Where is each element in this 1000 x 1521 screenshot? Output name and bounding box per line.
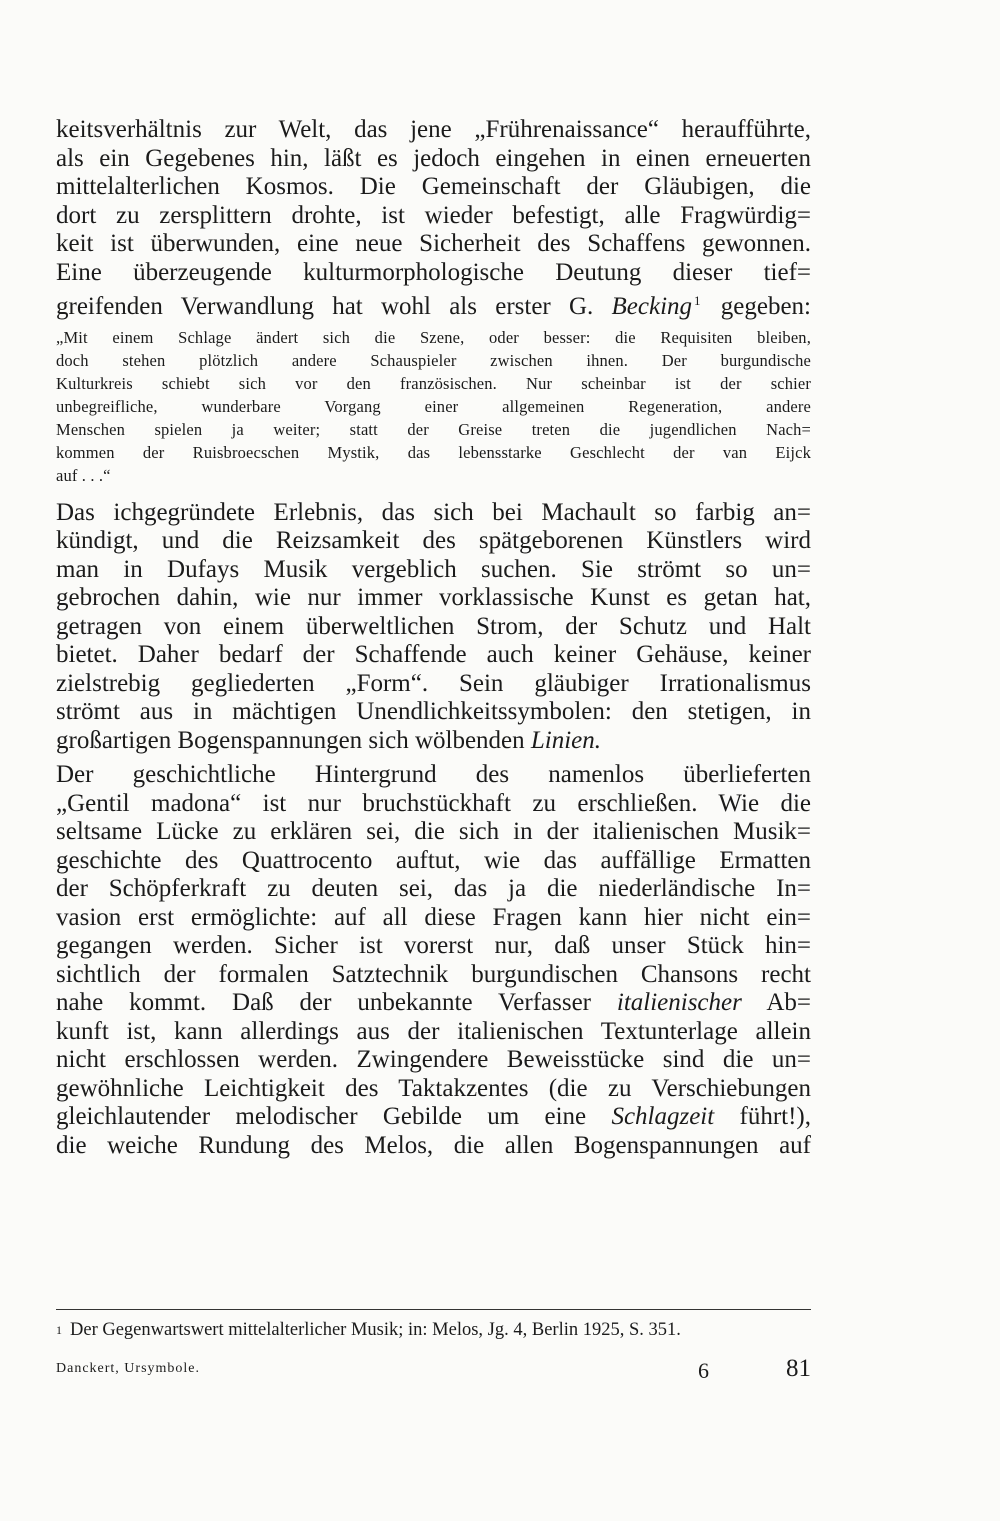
quote-line: unbegreifliche, wunderbare Vorgang einer allgemeinen Regeneration, andere: [56, 396, 811, 416]
page-number: 81: [786, 1355, 811, 1382]
text-line: Das ichgegründete Erlebnis, das sich bei Machault so farbig an=: [56, 498, 811, 526]
text-line: kunft ist, kann allerdings aus der italienischen Textunterlage allein: [56, 1017, 811, 1045]
text-line: getragen von einem überweltlichen Strom, der Schutz und Halt: [56, 612, 811, 640]
footnote-rule: [56, 1309, 811, 1310]
page-footer: [56, 1355, 811, 1383]
text-line: als ein Gegebenes hin, läßt es jedoch eingehen in einen erneuerten: [56, 144, 811, 172]
text-line-italienischer: [56, 989, 811, 1018]
text-line: kündigt, und die Reizsamkeit des spätgeborenen Künstlers wird: [56, 527, 811, 554]
quote-line: „Mit einem Schlage ändert sich die Szene, oder besser: die Requisiten bleiben,: [56, 327, 811, 347]
text-segment: Ab=: [741, 989, 812, 1016]
text-line: die weiche Rundung des Melos, die allen Bogenspannungen auf: [56, 1131, 811, 1159]
sheet-number: 6: [698, 1358, 709, 1383]
paragraph-2: [56, 499, 811, 756]
text-line: der Schöpferkraft zu deuten sei, das ja die niederländische In=: [56, 875, 811, 902]
text-line: gewöhnliche Leichtigkeit des Taktakzentes (die zu Verschiebungen: [56, 1074, 811, 1102]
text-segment: gleichlautender melodischer Gebilde um eine: [56, 1103, 612, 1130]
quote-line: Menschen spielen ja weiter; statt der Greise treten die jugendlichen Nach=: [56, 419, 811, 439]
text-segment: greifenden Verwandlung hat wohl als erster G.: [56, 293, 612, 320]
text-line: sichtlich der formalen Satztechnik burgundischen Chansons recht: [56, 960, 811, 988]
text-line: seltsame Lücke zu erklären sei, die sich in der italienischen Musik=: [56, 818, 811, 845]
text-line: man in Dufays Musik vergeblich suchen. Sie strömt so un=: [56, 555, 811, 583]
quote-line: doch stehen plötzlich andere Schauspieler zwischen ihnen. Der burgundische: [56, 350, 811, 370]
text-segment: nahe kommt. Daß der unbekannte Verfasser: [56, 989, 617, 1016]
text-line-becking: [56, 287, 811, 322]
text-segment: großartigen Bogenspannungen sich wölbenden: [56, 726, 531, 754]
text-line: Der geschichtliche Hintergrund des namenlos überlieferten: [56, 761, 811, 788]
text-line: Eine überzeugende kulturmorphologische Deutung dieser tief=: [56, 258, 811, 286]
name-becking: Becking: [611, 293, 693, 320]
paragraph-3: [56, 761, 811, 1160]
text-line: mittelalterlichen Kosmos. Die Gemeinschaft der Gläubigen, die: [56, 173, 811, 200]
text-line-linien: [56, 727, 811, 756]
emphasis-italienischer: italienischer: [616, 989, 742, 1016]
quote-line: Kulturkreis schiebt sich vor den französischen. Nur scheinbar ist der schier: [56, 373, 811, 393]
footnote-mark: 1: [56, 1323, 62, 1337]
footnote-text: Der Gegenwartswert mittelalterlicher Musik; in: Melos, Jg. 4, Berlin 1925, S. 351.: [70, 1320, 681, 1340]
quote-line: auf . . .“: [56, 465, 111, 485]
emphasis-schlagzeit: Schlagzeit: [611, 1103, 715, 1130]
paragraph-1: [56, 116, 811, 322]
text-line: dort zu zersplittern drohte, ist wieder befestigt, alle Fragwürdig=: [56, 201, 811, 229]
text-line: gegangen werden. Sicher ist vorerst nur, daß unser Stück hin=: [56, 932, 811, 959]
text-line: keitsverhältnis zur Welt, das jene „Frührenaissance“ heraufführte,: [56, 116, 811, 143]
text-line-schlagzeit: [56, 1103, 811, 1132]
footnote: [56, 1318, 811, 1342]
footnote-reference: 1: [694, 293, 701, 308]
text-line: „Gentil madona“ ist nur bruchstückhaft zu erschließen. Wie die: [56, 789, 811, 817]
text-segment: führt!),: [714, 1103, 811, 1130]
printer-signature: Danckert, Ursymbole.: [56, 1361, 201, 1376]
quote-line: kommen der Ruisbroecschen Mystik, das lebensstarke Geschlecht der van Eijck: [56, 442, 811, 462]
text-line: bietet. Daher bedarf der Schaffende auch keiner Gehäuse, keiner: [56, 641, 811, 668]
text-line: geschichte des Quattrocento auftut, wie das auffällige Ermatten: [56, 846, 811, 874]
text-line: strömt aus in mächtigen Unendlichkeitssymbolen: den stetigen, in: [56, 698, 811, 725]
text-line: nicht erschlossen werden. Zwingendere Beweisstücke sind die un=: [56, 1046, 811, 1073]
emphasis-linien: Linien.: [530, 726, 602, 754]
text-line: vasion erst ermöglichte: auf all diese Fragen kann hier nicht ein=: [56, 903, 811, 931]
text-segment: gegeben:: [702, 293, 811, 320]
block-quote: [56, 326, 811, 487]
text-line: gebrochen dahin, wie nur immer vorklassische Kunst es getan hat,: [56, 584, 811, 611]
text-line: zielstrebig gegliederten „Form“. Sein gläubiger Irrationalismus: [56, 669, 811, 697]
text-line: keit ist überwunden, eine neue Sicherheit des Schaffens gewonnen.: [56, 230, 811, 257]
page-text: [56, 116, 811, 1160]
